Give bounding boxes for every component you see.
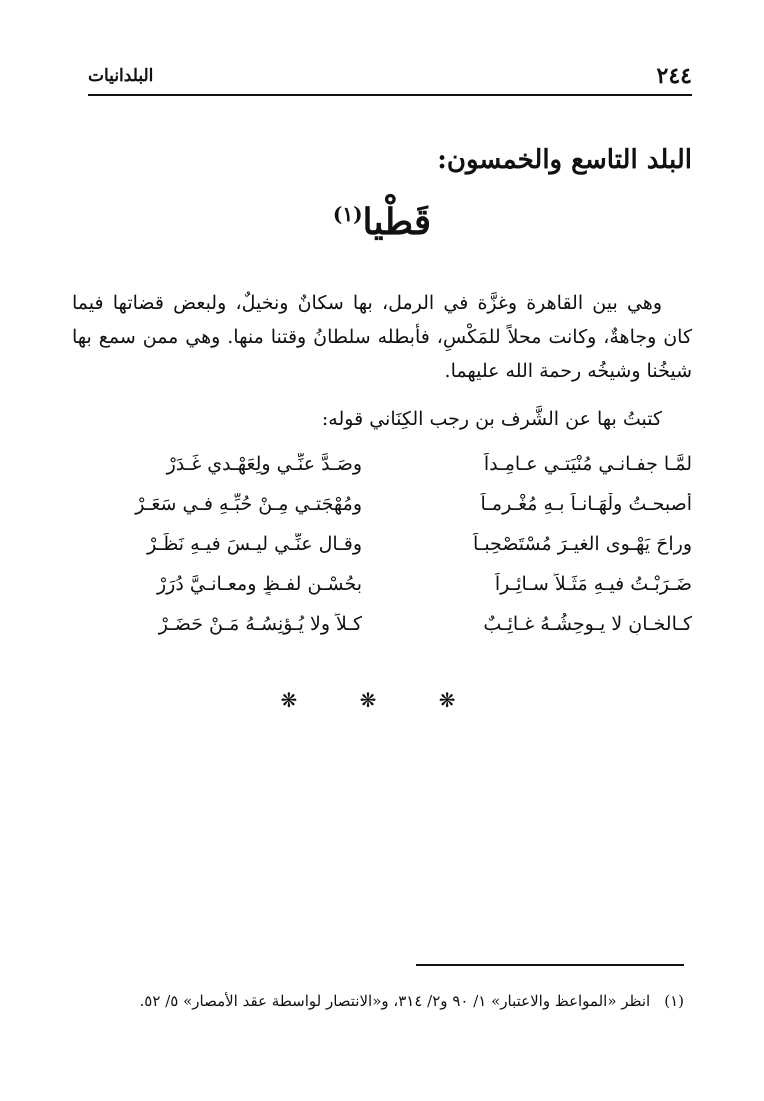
verse-line: [72, 564, 692, 604]
page-number: ٢٤٤: [656, 63, 692, 89]
verse-first-hemistich: كـالخـانِ لا يـوحِشُـهُ غـائِـبٌ: [483, 613, 692, 635]
footnote-reference-mark: (١): [332, 202, 363, 226]
footnote-rule: [416, 964, 684, 966]
place-title: [0, 198, 764, 246]
verse-first-hemistich: وراحَ يَهْـوى الغيـرَ مُسْتَصْحِبـاً: [472, 533, 692, 555]
verse-second-hemistich: وصَـدَّ عنِّـي ولِعَهْـدي غَـدَرْ: [166, 453, 362, 475]
paragraph-text: وهي بين القاهرة وغزَّة في الرمل، بها سكانٌ ونخيلٌ، ولبعض قضاتها فيما كان وجاهةٌ، وكانت محلاً للمَكْسِ، فأبطله سلطانُ وقتنا منها. وهي ممن سمع بها شيخُنا وشيخُه رحمة الله عليهما.: [72, 292, 692, 382]
verse-second-hemistich: بحُسْـنِ لفـظٍ ومعـانـيَّ دُرَرْ: [156, 573, 362, 595]
verse-second-hemistich: ومُهْجَتـي مِـنْ حُبِّـهِ فـي سَعَـرْ: [135, 493, 362, 515]
poem: [72, 444, 692, 644]
body-paragraph: [72, 286, 692, 388]
running-title: البلدانيات: [88, 66, 154, 86]
verse-line: [72, 484, 692, 524]
header-rule: [88, 94, 692, 96]
verse-first-hemistich: ضَـرَبْـتُ فيـهِ مَثَـلاً سـائِـراً: [494, 573, 692, 595]
verse-line: [72, 444, 692, 484]
section-divider-ornament: ❋ ❋ ❋: [280, 688, 484, 712]
section-heading: البلد التاسع والخمسون:: [437, 145, 692, 175]
verse-line: [72, 604, 692, 644]
place-title-text: قَطْيا: [362, 201, 432, 243]
verse-line: [72, 524, 692, 564]
footnote: [72, 988, 684, 1014]
page-header: [88, 56, 692, 96]
verse-introduction: كتبتُ بها عن الشَّرف بن رجب الكِنَاني قوله:: [321, 408, 662, 430]
footnote-text: انظر «المواعظ والاعتبار» ١/ ٩٠ و٢/ ٣١٤، و«الانتصار لواسطة عقد الأمصار» ٥/ ٥٢.: [139, 992, 651, 1010]
verse-first-hemistich: لمَّـا جفـانـي مُنْيَتـي عـامِـداً: [483, 453, 692, 475]
verse-first-hemistich: أصبحـتُ ولْهَـانـاً بـهِ مُغْـرمـاً: [480, 493, 692, 515]
verse-second-hemistich: وقـال عنِّـي ليـسَ فيـهِ نَظَـرْ: [147, 533, 362, 555]
verse-second-hemistich: كـلاً ولا يُـؤنِسُـهُ مَـنْ حَضَـرْ: [158, 613, 362, 635]
footnote-number: (١): [664, 992, 684, 1010]
